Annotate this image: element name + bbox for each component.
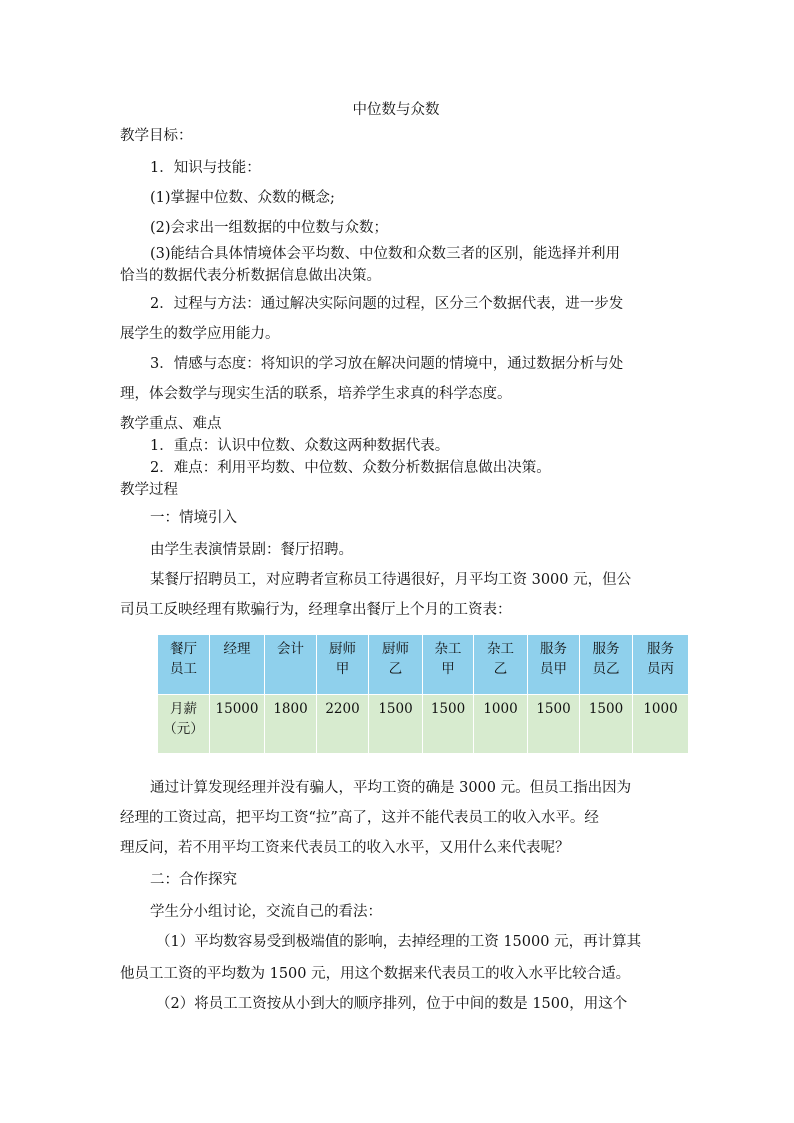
row-label-cell: 月薪 （元）	[158, 695, 210, 754]
process-heading: 教学过程	[120, 482, 178, 498]
value-cell: 2200	[317, 695, 369, 754]
goal-2-line2: 展学生的数学应用能力。	[120, 326, 280, 342]
paragraph-5-line2: 他员工工资的平均数为 1500 元，用这个数据来代表员工的收入水平比较合适。	[120, 966, 631, 982]
paragraph-3-line1: 通过计算发现经理并没有骗人，平均工资的确是 3000 元。但员工指出因为	[150, 780, 632, 796]
table-header-row	[158, 635, 689, 695]
paragraph-1: 由学生表演情景剧：餐厅招聘。	[150, 542, 353, 558]
goal-3-line2: 理，体会数学与现实生活的联系，培养学生求真的科学态度。	[120, 386, 512, 402]
paragraph-6-line1: （2）将员工工资按从小到大的顺序排列，位于中间的数是 1500，用这个	[156, 996, 628, 1012]
header-cell: 服务 员丙	[633, 635, 689, 695]
header-cell: 厨师 乙	[369, 635, 423, 695]
value-cell: 1800	[265, 695, 317, 754]
header-cell: 经理	[210, 635, 265, 695]
paragraph-5-line1: （1）平均数容易受到极端值的影响，去掉经理的工资 15000 元，再计算其	[156, 934, 642, 950]
table-row	[158, 695, 689, 754]
header-cell: 服务 员甲	[528, 635, 580, 695]
goal-2-line1: 2．过程与方法：通过解决实际问题的过程，区分三个数据代表，进一步发	[150, 296, 624, 312]
paragraph-4: 学生分小组讨论，交流自己的看法：	[150, 904, 382, 920]
value-cell: 1000	[633, 695, 689, 754]
goals-heading: 教学目标：	[120, 128, 193, 144]
value-cell: 15000	[210, 695, 265, 754]
value-cell: 1500	[423, 695, 474, 754]
wage-table	[157, 634, 689, 754]
part-2-heading: 二：合作探究	[150, 872, 237, 888]
header-cell: 服务 员乙	[580, 635, 633, 695]
paragraph-2-line1: 某餐厅招聘员工，对应聘者宣称员工待遇很好，月平均工资 3000 元，但公	[150, 572, 632, 588]
paragraph-2-line2: 司员工反映经理有欺骗行为，经理拿出餐厅上个月的工资表：	[120, 602, 512, 618]
goal-1b: (2)会求出一组数据的中位数与众数；	[150, 220, 389, 236]
key-heading: 教学重点、难点	[120, 416, 222, 432]
header-cell: 厨师 甲	[317, 635, 369, 695]
paragraph-3-line2: 经理的工资过高，把平均工资“拉”高了，这并不能代表员工的收入水平。经	[120, 810, 599, 826]
header-cell: 杂工 乙	[474, 635, 528, 695]
header-cell: 餐厅 员工	[158, 635, 210, 695]
key-point-2: 2．难点：利用平均数、中位数、众数分析数据信息做出决策。	[150, 460, 551, 476]
document-title: 中位数与众数	[352, 102, 440, 118]
goal-3-line1: 3．情感与态度：将知识的学习放在解决问题的情境中，通过数据分析与处	[150, 356, 624, 372]
value-cell: 1500	[369, 695, 423, 754]
value-cell: 1000	[474, 695, 528, 754]
goal-1: 1．知识与技能：	[150, 160, 261, 176]
goal-1c-line2: 恰当的数据代表分析数据信息做出决策。	[120, 268, 381, 284]
goal-1c-line1: (3)能结合具体情境体会平均数、中位数和众数三者的区别，能选择并利用	[150, 246, 621, 262]
header-cell: 会计	[265, 635, 317, 695]
key-point-1: 1．重点：认识中位数、众数这两种数据代表。	[150, 438, 450, 454]
value-cell: 1500	[580, 695, 633, 754]
value-cell: 1500	[528, 695, 580, 754]
paragraph-3-line3: 理反问，若不用平均工资来代表员工的收入水平，又用什么来代表呢？	[120, 840, 570, 856]
header-cell: 杂工 甲	[423, 635, 474, 695]
part-1-heading: 一：情境引入	[150, 510, 237, 526]
goal-1a: (1)掌握中位数、众数的概念;	[150, 190, 335, 206]
